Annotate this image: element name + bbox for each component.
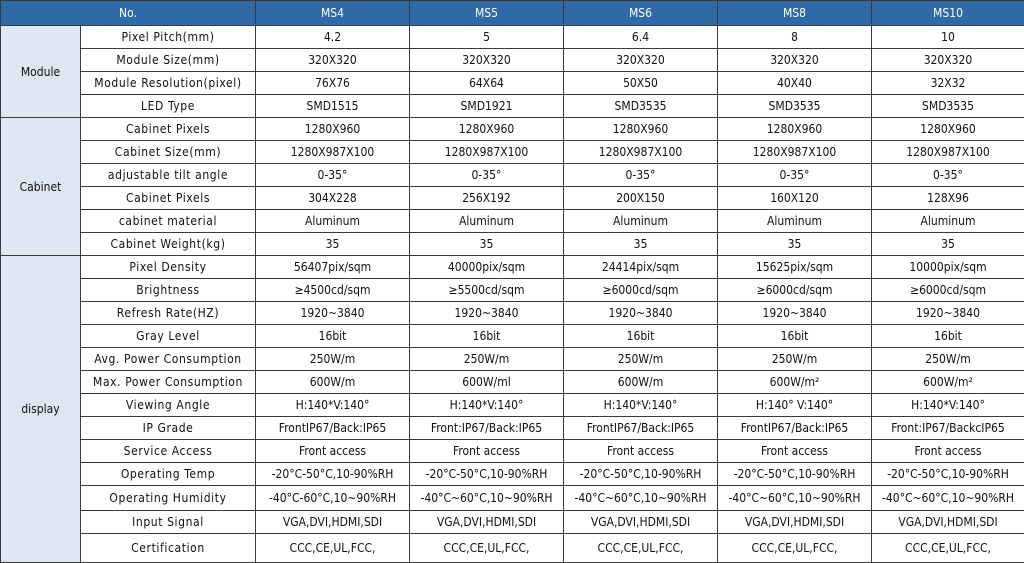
group-label-display: display bbox=[1, 256, 81, 563]
table-cell: 600W/ml bbox=[410, 371, 564, 394]
row-label: Cabinet Pixels bbox=[81, 187, 256, 210]
row-label: Module Size(mm) bbox=[81, 49, 256, 72]
row-label: Viewing Angle bbox=[81, 394, 256, 417]
table-cell: VGA,DVI,HDMI,SDI bbox=[718, 511, 872, 534]
table-row bbox=[1, 348, 1024, 371]
table-cell: ≥6000cd/sqm bbox=[564, 279, 718, 302]
table-cell: Front:IP67/Back:IP65 bbox=[410, 417, 564, 440]
header-row bbox=[1, 1, 1024, 26]
table-cell: FrontIP67/Back:IP65 bbox=[564, 417, 718, 440]
table-row bbox=[1, 49, 1024, 72]
table-cell: 600W/m² bbox=[718, 371, 872, 394]
table-cell: 16bit bbox=[872, 325, 1024, 348]
row-label: Max. Power Consumption bbox=[81, 371, 256, 394]
table-cell: 0-35° bbox=[256, 164, 410, 187]
table-cell: -40°C~60°C,10~90%RH bbox=[564, 486, 718, 511]
table-cell: 320X320 bbox=[872, 49, 1024, 72]
header-model: MS5 bbox=[410, 1, 564, 26]
table-cell: VGA,DVI,HDMI,SDI bbox=[410, 511, 564, 534]
table-cell: VGA,DVI,HDMI,SDI bbox=[256, 511, 410, 534]
header-no: No. bbox=[1, 1, 256, 26]
table-cell: Front access bbox=[718, 440, 872, 463]
table-cell: 10 bbox=[872, 26, 1024, 49]
table-row bbox=[1, 371, 1024, 394]
table-cell: VGA,DVI,HDMI,SDI bbox=[872, 511, 1024, 534]
table-cell: Aluminum bbox=[872, 210, 1024, 233]
table-cell: 16bit bbox=[256, 325, 410, 348]
table-row bbox=[1, 325, 1024, 348]
table-cell: -20°C-50°C,10-90%RH bbox=[410, 463, 564, 486]
table-cell: 35 bbox=[872, 233, 1024, 256]
table-row bbox=[1, 534, 1024, 563]
table-cell: CCC,CE,UL,FCC, bbox=[256, 534, 410, 563]
table-cell: VGA,DVI,HDMI,SDI bbox=[564, 511, 718, 534]
table-cell: 250W/m bbox=[410, 348, 564, 371]
table-cell: Aluminum bbox=[718, 210, 872, 233]
table-cell: CCC,CE,UL,FCC, bbox=[564, 534, 718, 563]
table-cell: ≥6000cd/sqm bbox=[718, 279, 872, 302]
table-cell: 1280X987X100 bbox=[564, 141, 718, 164]
table-cell: 250W/m bbox=[256, 348, 410, 371]
table-cell: -40°C~60°C,10~90%RH bbox=[872, 486, 1024, 511]
table-cell: 56407pix/sqm bbox=[256, 256, 410, 279]
table-row bbox=[1, 463, 1024, 486]
table-cell: 600W/m bbox=[256, 371, 410, 394]
table-cell: 250W/m bbox=[564, 348, 718, 371]
table-cell: FrontIP67/Back:IP65 bbox=[256, 417, 410, 440]
table-cell: CCC,CE,UL,FCC, bbox=[872, 534, 1024, 563]
table-cell: SMD3535 bbox=[872, 95, 1024, 118]
table-cell: 16bit bbox=[718, 325, 872, 348]
row-label: LED Type bbox=[81, 95, 256, 118]
table-cell: 64X64 bbox=[410, 72, 564, 95]
table-row bbox=[1, 233, 1024, 256]
table-row bbox=[1, 187, 1024, 210]
table-cell: ≥4500cd/sqm bbox=[256, 279, 410, 302]
table-cell: 1280X987X100 bbox=[256, 141, 410, 164]
table-cell: -20°C-50°C,10-90%RH bbox=[718, 463, 872, 486]
table-row bbox=[1, 118, 1024, 141]
table-cell: H:140*V:140° bbox=[410, 394, 564, 417]
table-cell: 1920~3840 bbox=[718, 302, 872, 325]
table-row bbox=[1, 210, 1024, 233]
table-row bbox=[1, 302, 1024, 325]
table-row bbox=[1, 164, 1024, 187]
table-cell: 128X96 bbox=[872, 187, 1024, 210]
table-row bbox=[1, 72, 1024, 95]
table-cell: SMD3535 bbox=[564, 95, 718, 118]
table-cell: 40000pix/sqm bbox=[410, 256, 564, 279]
table-row bbox=[1, 417, 1024, 440]
table-cell: 320X320 bbox=[564, 49, 718, 72]
table-cell: 6.4 bbox=[564, 26, 718, 49]
table-cell: Aluminum bbox=[256, 210, 410, 233]
table-cell: 320X320 bbox=[718, 49, 872, 72]
row-label: Cabinet Size(mm) bbox=[81, 141, 256, 164]
row-label: Refresh Rate(HZ) bbox=[81, 302, 256, 325]
table-cell: 35 bbox=[256, 233, 410, 256]
table-cell: -40°C~60°C,10~90%RH bbox=[718, 486, 872, 511]
table-cell: 5 bbox=[410, 26, 564, 49]
table-row bbox=[1, 141, 1024, 164]
table-row bbox=[1, 279, 1024, 302]
table-cell: -40°C~60°C,10~90%RH bbox=[410, 486, 564, 511]
table-cell: 10000pix/sqm bbox=[872, 256, 1024, 279]
table-cell: -40°C-60°C,10~90%RH bbox=[256, 486, 410, 511]
group-label-cabinet: Cabinet bbox=[1, 118, 81, 256]
table-cell: 1280X960 bbox=[872, 118, 1024, 141]
table-cell: 16bit bbox=[410, 325, 564, 348]
table-cell: 8 bbox=[718, 26, 872, 49]
table-cell: 1920~3840 bbox=[256, 302, 410, 325]
table-cell: 250W/m bbox=[718, 348, 872, 371]
table-cell: 304X228 bbox=[256, 187, 410, 210]
table-cell: 256X192 bbox=[410, 187, 564, 210]
row-label: cabinet material bbox=[81, 210, 256, 233]
table-cell: Front:IP67/BackcIP65 bbox=[872, 417, 1024, 440]
row-label: IP Grade bbox=[81, 417, 256, 440]
table-cell: CCC,CE,UL,FCC, bbox=[410, 534, 564, 563]
table-cell: 1280X987X100 bbox=[410, 141, 564, 164]
row-label: Cabinet Pixels bbox=[81, 118, 256, 141]
row-label: Input Signal bbox=[81, 511, 256, 534]
table-cell: CCC,CE,UL,FCC, bbox=[718, 534, 872, 563]
table-cell: 200X150 bbox=[564, 187, 718, 210]
table-cell: 320X320 bbox=[410, 49, 564, 72]
table-cell: 1280X960 bbox=[718, 118, 872, 141]
table-cell: 0-35° bbox=[718, 164, 872, 187]
table-cell: 1920~3840 bbox=[410, 302, 564, 325]
table-cell: Front access bbox=[564, 440, 718, 463]
table-cell: 1920~3840 bbox=[872, 302, 1024, 325]
table-cell: 1280X960 bbox=[564, 118, 718, 141]
table-cell: Aluminum bbox=[410, 210, 564, 233]
row-label: Brightness bbox=[81, 279, 256, 302]
row-label: Operating Humidity bbox=[81, 486, 256, 511]
table-cell: Front access bbox=[256, 440, 410, 463]
header-model: MS10 bbox=[872, 1, 1024, 26]
table-cell: 15625pix/sqm bbox=[718, 256, 872, 279]
table-cell: ≥5500cd/sqm bbox=[410, 279, 564, 302]
table-cell: 600W/m bbox=[564, 371, 718, 394]
table-cell: 1920~3840 bbox=[564, 302, 718, 325]
table-cell: 1280X987X100 bbox=[872, 141, 1024, 164]
table-cell: 16bit bbox=[564, 325, 718, 348]
table-cell: H:140*V:140° bbox=[564, 394, 718, 417]
table-cell: SMD1515 bbox=[256, 95, 410, 118]
row-label: adjustable tilt angle bbox=[81, 164, 256, 187]
row-label: Service Access bbox=[81, 440, 256, 463]
table-cell: 32X32 bbox=[872, 72, 1024, 95]
table-cell: 1280X987X100 bbox=[718, 141, 872, 164]
table-row bbox=[1, 95, 1024, 118]
row-label: Gray Level bbox=[81, 325, 256, 348]
row-label: Module Resolution(pixel) bbox=[81, 72, 256, 95]
table-cell: -20°C-50°C,10-90%RH bbox=[564, 463, 718, 486]
table-cell: 1280X960 bbox=[410, 118, 564, 141]
table-cell: SMD1921 bbox=[410, 95, 564, 118]
table-cell: H:140*V:140° bbox=[256, 394, 410, 417]
table-cell: 160X120 bbox=[718, 187, 872, 210]
table-cell: 40X40 bbox=[718, 72, 872, 95]
table-cell: 0-35° bbox=[410, 164, 564, 187]
table-cell: 320X320 bbox=[256, 49, 410, 72]
table-cell: FrontIP67/Back:IP65 bbox=[718, 417, 872, 440]
table-cell: 250W/m bbox=[872, 348, 1024, 371]
table-cell: 0-35° bbox=[872, 164, 1024, 187]
table-cell: -20°C-50°C,10-90%RH bbox=[256, 463, 410, 486]
table-cell: 0-35° bbox=[564, 164, 718, 187]
row-label: Pixel Density bbox=[81, 256, 256, 279]
header-model: MS6 bbox=[564, 1, 718, 26]
table-cell: -20°C-50°C,10-90%RH bbox=[872, 463, 1024, 486]
row-label: Certification bbox=[81, 534, 256, 563]
table-cell: SMD3535 bbox=[718, 95, 872, 118]
table-cell: Front access bbox=[872, 440, 1024, 463]
table-cell: 35 bbox=[410, 233, 564, 256]
row-label: Cabinet Weight(kg) bbox=[81, 233, 256, 256]
table-row bbox=[1, 256, 1024, 279]
table-cell: H:140*V:140° bbox=[872, 394, 1024, 417]
table-row bbox=[1, 26, 1024, 49]
table-row bbox=[1, 394, 1024, 417]
table-cell: 24414pix/sqm bbox=[564, 256, 718, 279]
table-cell: 1280X960 bbox=[256, 118, 410, 141]
table-row bbox=[1, 486, 1024, 511]
header-model: MS4 bbox=[256, 1, 410, 26]
table-cell: 600W/m² bbox=[872, 371, 1024, 394]
table-cell: 35 bbox=[718, 233, 872, 256]
row-label: Avg. Power Consumption bbox=[81, 348, 256, 371]
table-cell: ≥6000cd/sqm bbox=[872, 279, 1024, 302]
table-row bbox=[1, 511, 1024, 534]
table-cell: 76X76 bbox=[256, 72, 410, 95]
table-cell: Front access bbox=[410, 440, 564, 463]
table-cell: 50X50 bbox=[564, 72, 718, 95]
header-model: MS8 bbox=[718, 1, 872, 26]
table-cell: 4.2 bbox=[256, 26, 410, 49]
table-row bbox=[1, 440, 1024, 463]
table-cell: 35 bbox=[564, 233, 718, 256]
row-label: Operating Temp bbox=[81, 463, 256, 486]
table-cell: H:140° V:140° bbox=[718, 394, 872, 417]
group-label-module: Module bbox=[1, 26, 81, 118]
table-cell: Aluminum bbox=[564, 210, 718, 233]
row-label: Pixel Pitch(mm) bbox=[81, 26, 256, 49]
